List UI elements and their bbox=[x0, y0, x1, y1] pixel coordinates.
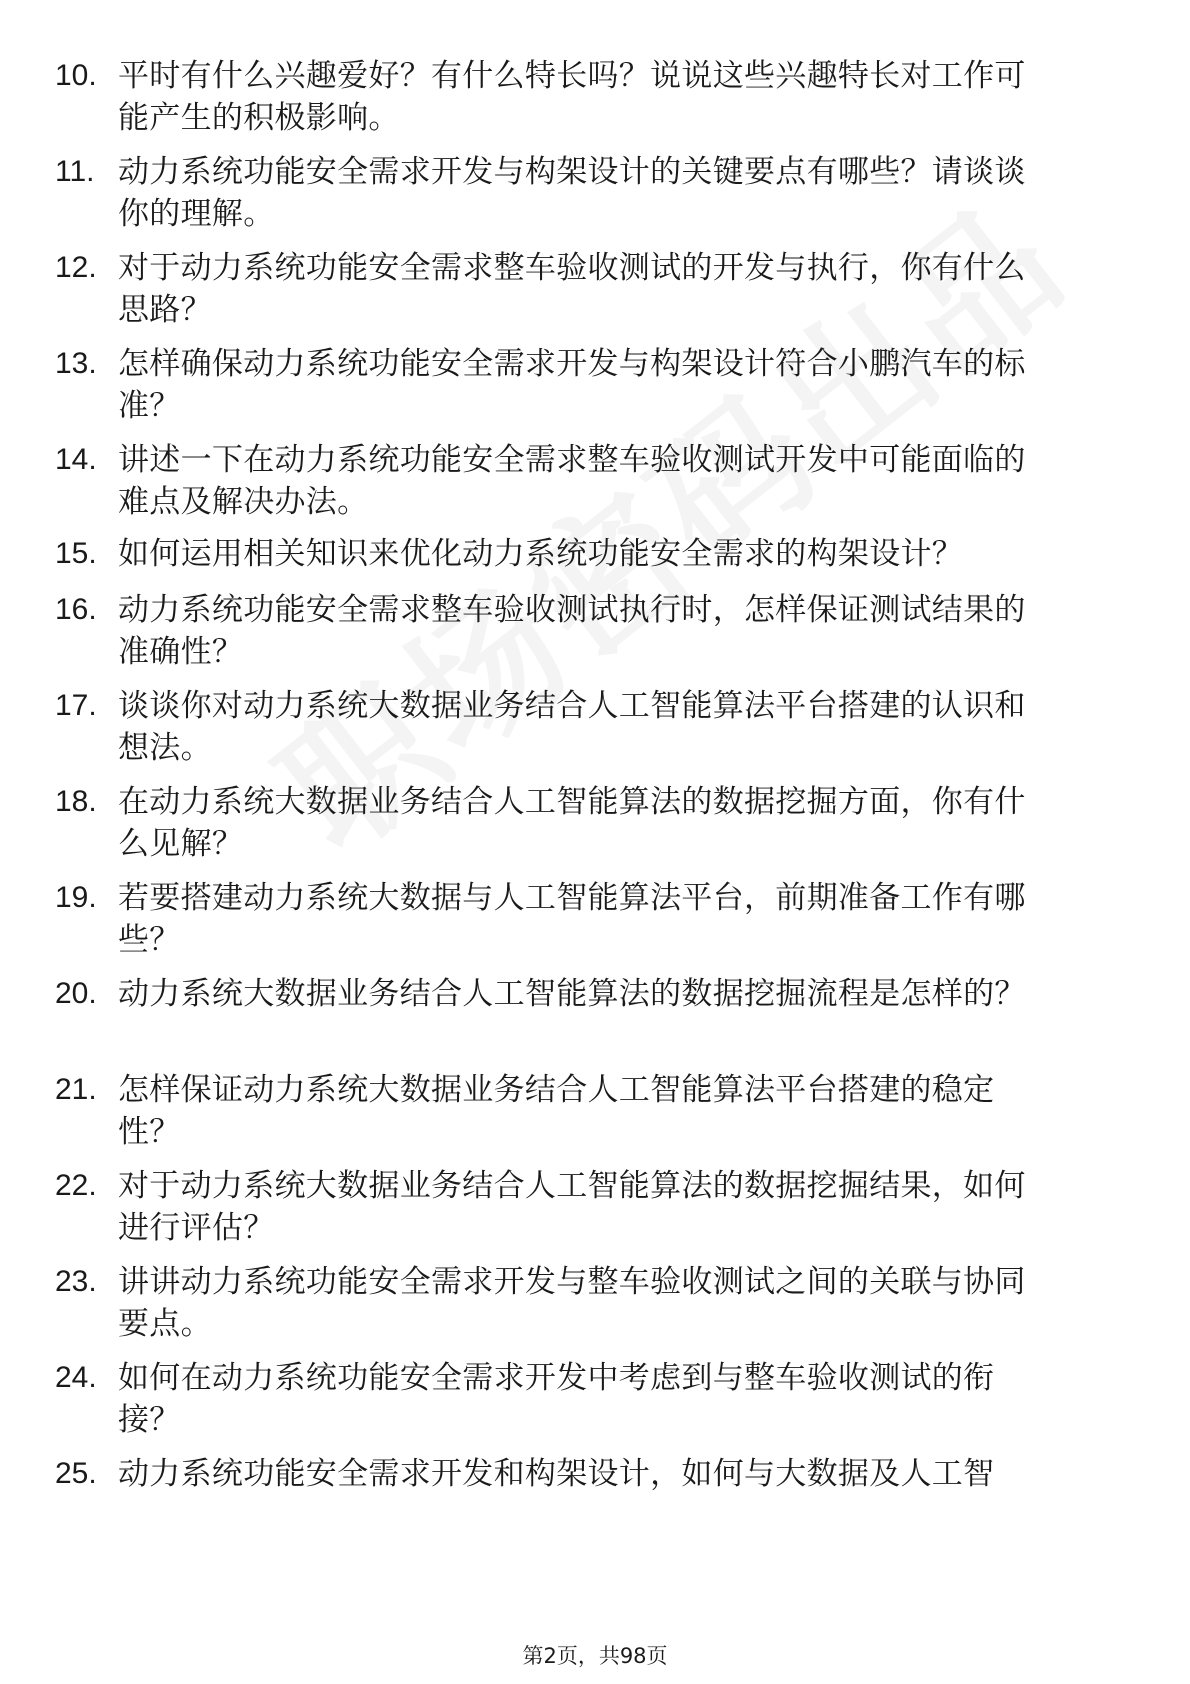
question-number: 16. bbox=[55, 593, 97, 626]
question-number: 18. bbox=[55, 785, 97, 818]
question-number: 19. bbox=[55, 881, 97, 914]
question-number: 22. bbox=[55, 1169, 97, 1202]
question-text: 如何运用相关知识来优化动力系统功能安全需求的构架设计？ bbox=[118, 536, 964, 572]
question-text: 平时有什么兴趣爱好？有什么特长吗？说说这些兴趣特长对工作可能产生的积极影响。 bbox=[118, 58, 1026, 136]
question-text: 怎样确保动力系统功能安全需求开发与构架设计符合小鹏汽车的标准？ bbox=[118, 346, 1026, 424]
question-text: 对于动力系统大数据业务结合人工智能算法的数据挖掘结果，如何进行评估？ bbox=[118, 1168, 1026, 1246]
question-number: 14. bbox=[55, 443, 97, 476]
question-number: 25. bbox=[55, 1457, 97, 1490]
question-text: 动力系统功能安全需求开发与构架设计的关键要点有哪些？请谈谈你的理解。 bbox=[118, 154, 1026, 232]
question-text: 若要搭建动力系统大数据与人工智能算法平台，前期准备工作有哪些？ bbox=[118, 880, 1026, 958]
question-text: 动力系统功能安全需求开发和构架设计，如何与大数据及人工智 bbox=[118, 1456, 995, 1492]
question-number: 21. bbox=[55, 1073, 97, 1106]
question-number: 15. bbox=[55, 537, 97, 570]
question-text: 在动力系统大数据业务结合人工智能算法的数据挖掘方面，你有什么见解？ bbox=[118, 784, 1026, 862]
question-text: 讲述一下在动力系统功能安全需求整车验收测试开发中可能面临的难点及解决办法。 bbox=[118, 442, 1026, 520]
question-number: 13. bbox=[55, 347, 97, 380]
question-number: 11. bbox=[55, 155, 95, 188]
question-number: 23. bbox=[55, 1265, 97, 1298]
question-text: 动力系统大数据业务结合人工智能算法的数据挖掘流程是怎样的？ bbox=[118, 976, 1026, 1012]
question-number: 12. bbox=[55, 251, 97, 284]
question-text: 如何在动力系统功能安全需求开发中考虑到与整车验收测试的衔接？ bbox=[118, 1360, 995, 1438]
question-text: 动力系统功能安全需求整车验收测试执行时，怎样保证测试结果的准确性？ bbox=[118, 592, 1026, 670]
question-number: 24. bbox=[55, 1361, 97, 1394]
page-number-label: 第2页，共98页 bbox=[522, 1644, 668, 1668]
question-number: 17. bbox=[55, 689, 97, 722]
question-text: 谈谈你对动力系统大数据业务结合人工智能算法平台搭建的认识和想法。 bbox=[118, 688, 1026, 766]
question-number: 20. bbox=[55, 977, 97, 1010]
question-text: 对于动力系统功能安全需求整车验收测试的开发与执行，你有什么思路？ bbox=[118, 250, 1026, 328]
page-footer bbox=[0, 1640, 1190, 1670]
question-text: 怎样保证动力系统大数据业务结合人工智能算法平台搭建的稳定性？ bbox=[118, 1072, 995, 1150]
question-number: 10. bbox=[55, 59, 97, 92]
question-text: 讲讲动力系统功能安全需求开发与整车验收测试之间的关联与协同要点。 bbox=[118, 1264, 1026, 1342]
